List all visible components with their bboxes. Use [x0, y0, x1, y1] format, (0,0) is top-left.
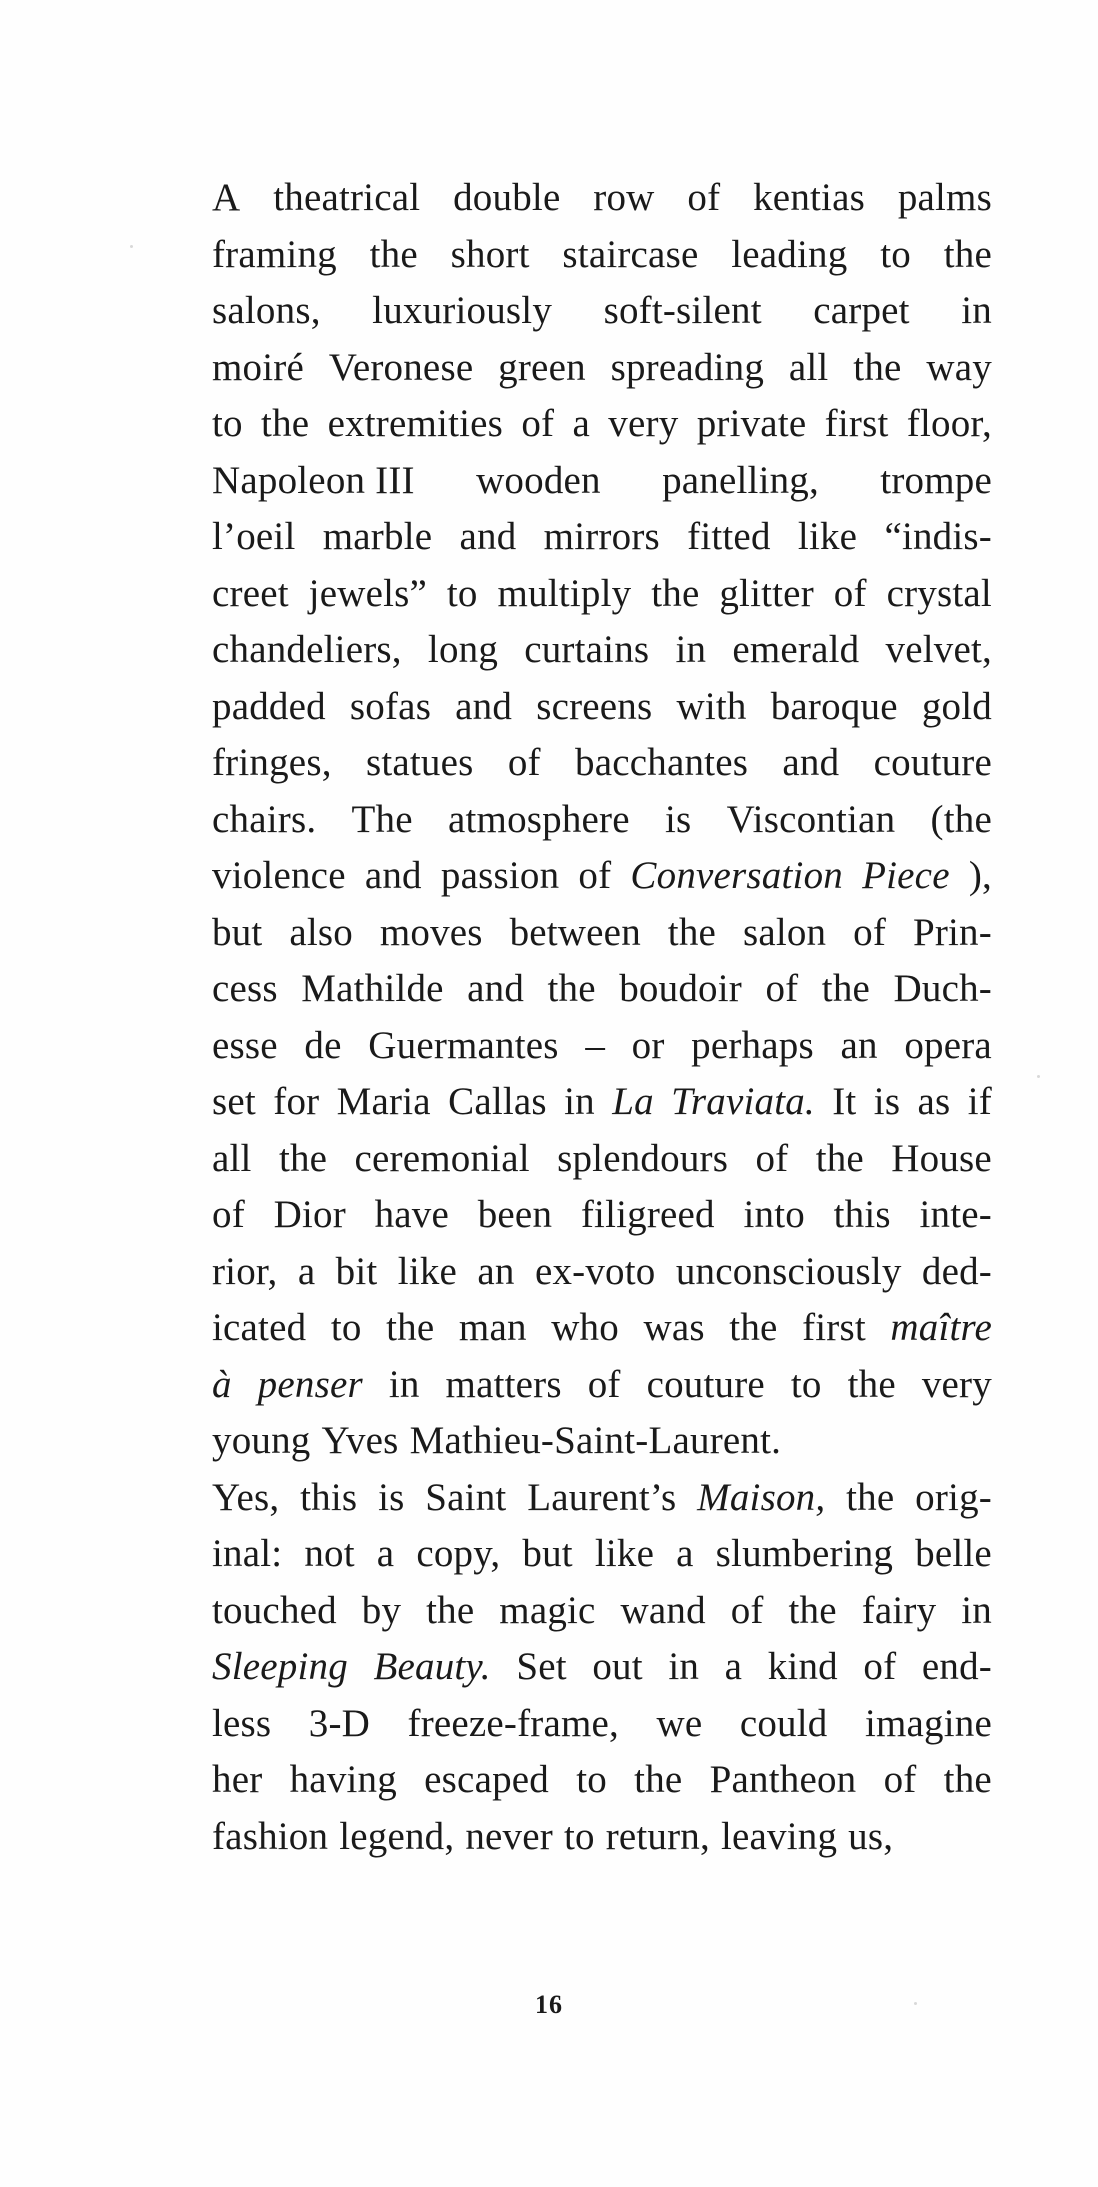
word: fairy	[861, 1588, 937, 1632]
word: legend,	[339, 1814, 455, 1858]
word: opera	[904, 1023, 992, 1067]
word: and	[459, 515, 517, 558]
word: Mathieu-Saint-Laurent.	[409, 1419, 782, 1462]
word: of	[507, 741, 541, 784]
word: salon	[742, 910, 827, 954]
word: like	[797, 515, 858, 558]
word: Dior	[273, 1193, 346, 1236]
word: Laurent’s	[527, 1475, 677, 1519]
word: not	[304, 1532, 355, 1575]
word: the	[426, 1588, 475, 1632]
text-line	[212, 1526, 992, 1583]
word: penser	[257, 1362, 363, 1406]
word: have	[374, 1193, 450, 1236]
word: glitter	[719, 571, 814, 615]
word: chandeliers,	[212, 628, 402, 671]
word: Saint	[425, 1475, 507, 1519]
word: extremities	[327, 402, 504, 445]
word: but	[522, 1532, 573, 1575]
word: (the	[930, 797, 992, 841]
word: to	[880, 232, 911, 276]
paragraph	[212, 170, 992, 1470]
word: to	[790, 1362, 822, 1406]
word: the	[815, 1136, 864, 1180]
text-line	[212, 1639, 992, 1696]
word: for	[273, 1080, 320, 1123]
word: the	[846, 1475, 895, 1519]
word: private	[696, 402, 807, 445]
word: screens	[536, 684, 653, 728]
word: of	[765, 967, 799, 1010]
word: framing	[212, 232, 337, 276]
word: Pantheon	[709, 1758, 857, 1801]
word: passion	[440, 854, 560, 897]
word: bacchantes	[575, 741, 749, 784]
word: to	[563, 1814, 595, 1858]
word: creet	[212, 571, 289, 615]
word: of	[587, 1362, 621, 1406]
word: all	[212, 1136, 252, 1180]
word: trompe	[880, 458, 992, 502]
word: ),	[968, 854, 992, 897]
word: House	[891, 1136, 992, 1180]
text-line	[212, 1074, 992, 1131]
word: floor,	[906, 402, 992, 445]
word: matters	[445, 1362, 562, 1406]
word: à	[212, 1362, 232, 1406]
word: sofas	[349, 684, 432, 728]
word: marble	[322, 515, 433, 558]
word: belle	[915, 1532, 992, 1575]
word: Conversation	[630, 854, 843, 897]
word: Yves	[321, 1419, 399, 1462]
word: to	[212, 402, 243, 445]
word: the	[634, 1758, 683, 1801]
word: panelling,	[662, 458, 819, 502]
word: l’oeil	[212, 515, 296, 558]
word: multiply	[497, 571, 632, 615]
word: a	[572, 402, 591, 445]
word: first	[824, 402, 889, 445]
word: less	[212, 1701, 272, 1745]
word: very	[608, 402, 679, 445]
word: fringes,	[212, 741, 332, 784]
word: atmosphere	[447, 797, 630, 841]
word: staircase	[562, 232, 699, 276]
word: ex-voto	[534, 1249, 656, 1293]
word: jewels”	[308, 571, 427, 615]
word: soft-silent	[603, 289, 762, 332]
word: Maison,	[697, 1475, 826, 1519]
body-text	[212, 170, 992, 1865]
text-line	[212, 735, 992, 792]
word: ceremonial	[354, 1136, 530, 1180]
word: Maria	[336, 1080, 431, 1123]
word: of	[755, 1136, 789, 1180]
text-line	[212, 1244, 992, 1301]
word: Traviata.	[671, 1080, 815, 1123]
word: emerald	[732, 628, 860, 671]
word: theatrical	[273, 176, 421, 219]
word: rior,	[212, 1249, 278, 1293]
word: to	[446, 571, 478, 615]
word: moiré	[212, 345, 304, 389]
word: copy,	[416, 1532, 501, 1575]
word: the	[278, 1136, 328, 1180]
word: a	[676, 1532, 694, 1575]
word: to	[576, 1758, 607, 1801]
word: an	[840, 1023, 878, 1067]
word: “indis-	[884, 515, 992, 558]
word: is	[378, 1475, 405, 1519]
word: kind	[767, 1645, 838, 1688]
word: slumbering	[715, 1532, 894, 1575]
word: if	[967, 1080, 992, 1123]
word: is	[664, 797, 692, 841]
word: curtains	[524, 628, 650, 671]
text-line	[212, 1752, 992, 1809]
word: of	[883, 1758, 917, 1801]
word: could	[739, 1701, 828, 1745]
text-line	[212, 792, 992, 849]
word: couture	[646, 1362, 765, 1406]
word: of	[578, 854, 612, 897]
word: Viscontian	[726, 797, 896, 841]
word: in	[961, 289, 992, 332]
word: into	[743, 1193, 805, 1236]
word: moves	[379, 910, 483, 954]
word: Yes,	[212, 1475, 280, 1519]
word: Prin-	[912, 910, 992, 954]
word: La	[612, 1080, 654, 1123]
word: the	[386, 1306, 435, 1349]
paragraph	[212, 1470, 992, 1866]
word: as	[917, 1080, 951, 1123]
word: like	[397, 1249, 458, 1293]
word: or	[631, 1023, 665, 1067]
word: this	[833, 1193, 891, 1236]
text-line	[212, 340, 992, 397]
text-line	[212, 961, 992, 1018]
word: this	[300, 1475, 358, 1519]
word: Sleeping	[212, 1645, 348, 1688]
text-line	[212, 1583, 992, 1640]
word: a	[724, 1645, 743, 1688]
word: the	[943, 232, 992, 276]
text-line	[212, 1696, 992, 1753]
word: like	[594, 1532, 655, 1575]
word: statues	[365, 741, 474, 784]
word: Piece	[862, 854, 950, 897]
text-line	[212, 1187, 992, 1244]
word: luxuriously	[372, 289, 553, 332]
word: Guermantes	[368, 1023, 559, 1067]
word: the	[943, 1758, 992, 1801]
text-line	[212, 1357, 992, 1414]
word: perhaps	[691, 1023, 814, 1067]
word: the	[853, 345, 902, 389]
word: the	[547, 967, 596, 1010]
word: having	[289, 1758, 397, 1801]
word: Beauty.	[373, 1645, 491, 1688]
word: in	[961, 1588, 992, 1632]
word: way	[926, 345, 992, 389]
word: and	[467, 967, 525, 1010]
word: young	[212, 1419, 311, 1462]
word: and	[782, 741, 840, 784]
word: palms	[897, 176, 992, 219]
word: touched	[212, 1588, 337, 1632]
word: of	[687, 176, 721, 219]
word: icated	[212, 1306, 307, 1349]
page-number: 16	[535, 1990, 563, 2019]
word: of	[521, 402, 555, 445]
text-line	[212, 679, 992, 736]
word: who	[551, 1306, 619, 1349]
word: Callas	[448, 1080, 547, 1123]
word: Veronese	[328, 345, 474, 389]
word: Napoleon III	[212, 458, 415, 502]
word: couture	[873, 741, 992, 784]
word: escaped	[424, 1758, 549, 1801]
word: A	[212, 176, 241, 219]
scan-speck	[914, 2002, 917, 2005]
word: of	[853, 910, 887, 954]
word: fashion	[212, 1814, 329, 1858]
word: freeze-frame,	[407, 1701, 619, 1745]
word: a	[297, 1249, 316, 1293]
word: filigreed	[580, 1193, 715, 1236]
word: double	[453, 176, 561, 219]
word: maître	[890, 1306, 992, 1349]
word: inte-	[919, 1193, 992, 1236]
word: green	[498, 345, 586, 389]
word: imagine	[864, 1701, 992, 1745]
word: wand	[620, 1588, 706, 1632]
word: but	[212, 910, 263, 954]
word: padded	[212, 684, 326, 728]
word: the	[651, 571, 700, 615]
word: chairs.	[212, 797, 317, 841]
text-line	[212, 622, 992, 679]
word: return,	[605, 1814, 710, 1858]
word: the	[847, 1362, 896, 1406]
text-line	[212, 509, 992, 566]
word: out	[592, 1645, 643, 1688]
word: her	[212, 1758, 263, 1801]
word: Duch-	[893, 967, 992, 1010]
text-line	[212, 1470, 992, 1527]
text-line	[212, 283, 992, 340]
text-line	[212, 566, 992, 623]
word: by	[361, 1588, 402, 1632]
word: in	[564, 1080, 595, 1123]
word: leading	[731, 232, 848, 276]
word: of	[730, 1588, 764, 1632]
word: inal:	[212, 1532, 283, 1575]
word: The	[351, 797, 413, 841]
text-line	[212, 848, 992, 905]
word: de	[304, 1023, 342, 1067]
word: magic	[499, 1588, 596, 1632]
word: been	[477, 1193, 553, 1236]
scan-speck	[130, 245, 133, 248]
text-line	[212, 170, 992, 227]
word: splendours	[557, 1136, 729, 1180]
word: in	[668, 1645, 700, 1688]
word: leaving	[720, 1814, 838, 1858]
word: the	[261, 402, 310, 445]
text-line	[212, 1018, 992, 1075]
word: the	[821, 967, 871, 1010]
word: was	[643, 1306, 705, 1349]
word: to	[330, 1306, 362, 1349]
word: in	[388, 1362, 420, 1406]
word: spreading	[610, 345, 765, 389]
word: orig-	[915, 1475, 992, 1519]
word: we	[656, 1701, 703, 1745]
word: velvet,	[885, 628, 992, 671]
word: the	[369, 232, 418, 276]
text-line	[212, 1131, 992, 1188]
word: bit	[335, 1249, 378, 1293]
text-line	[212, 1809, 992, 1866]
text-line	[212, 227, 992, 284]
word: with	[676, 684, 747, 728]
word: boudoir	[619, 967, 742, 1010]
word: wooden	[476, 458, 601, 502]
word: first	[802, 1306, 866, 1349]
word: baroque	[770, 684, 898, 728]
word: the	[788, 1588, 837, 1632]
word: end-	[921, 1645, 992, 1688]
word: ded-	[921, 1249, 992, 1293]
word: long	[427, 628, 499, 671]
word: gold	[921, 684, 992, 728]
word: the	[667, 910, 717, 954]
word: all	[788, 345, 829, 389]
word: very	[921, 1362, 992, 1406]
word: of	[863, 1645, 897, 1688]
word: salons,	[212, 289, 321, 332]
word: never	[465, 1814, 553, 1858]
word: short	[450, 232, 530, 276]
word: cess	[212, 967, 278, 1010]
word: set	[212, 1080, 256, 1123]
word: mirrors	[543, 515, 660, 558]
word: of	[212, 1193, 245, 1236]
word: of	[833, 571, 867, 615]
word: between	[509, 910, 641, 954]
word: also	[289, 910, 353, 954]
text-line	[212, 1413, 992, 1470]
word: man	[458, 1306, 527, 1349]
word: Mathilde	[301, 967, 444, 1010]
word: carpet	[813, 289, 910, 332]
word: in	[675, 628, 707, 671]
word: row	[593, 176, 655, 219]
scan-speck	[1037, 1075, 1040, 1078]
word: –	[585, 1023, 606, 1067]
word: the	[729, 1306, 778, 1349]
word: kentias	[753, 176, 865, 219]
text-line	[212, 396, 992, 453]
word: us,	[848, 1814, 894, 1858]
text-line	[212, 453, 992, 510]
word: violence	[212, 854, 346, 897]
word: crystal	[886, 571, 992, 615]
word: Set	[516, 1645, 567, 1688]
word: is	[873, 1080, 901, 1123]
text-line	[212, 1300, 992, 1357]
word: 3-D	[308, 1701, 371, 1745]
word: an	[477, 1249, 515, 1293]
word: unconsciously	[675, 1249, 902, 1293]
word: It	[832, 1080, 857, 1123]
word: fitted	[687, 515, 771, 558]
word: esse	[212, 1023, 278, 1067]
word: a	[376, 1532, 395, 1575]
word: and	[364, 854, 422, 897]
text-line	[212, 905, 992, 962]
word: and	[455, 684, 513, 728]
